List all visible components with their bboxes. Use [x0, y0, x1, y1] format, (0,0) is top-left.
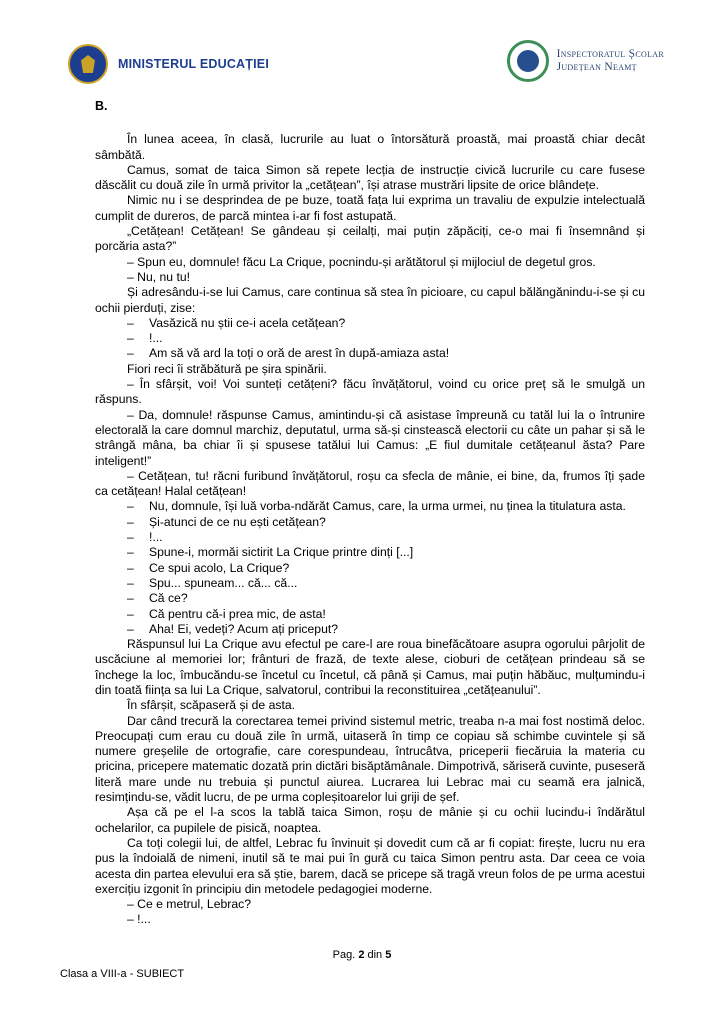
dash-marker: –: [127, 346, 134, 361]
dash-marker: –: [127, 331, 134, 346]
dash-marker: –: [127, 315, 134, 330]
paragraph: – Ce e metrul, Lebrac?: [127, 897, 251, 912]
dash-marker: –: [127, 560, 134, 575]
dialogue-line: [95, 622, 645, 637]
dialogue-text: Nu, domnule, își luă vorba-ndărăt Camus, care, la urma urmei, nu ținea la titulatura asta.: [149, 499, 626, 514]
dialogue-text: Spune-i, mormăi sictirit La Crique printre dinți [...]: [149, 545, 414, 560]
page-header: [60, 40, 664, 90]
inspectorate-logo: [507, 40, 664, 82]
dialogue-line: [95, 316, 645, 331]
document-body: [95, 99, 645, 928]
dash-marker: –: [127, 606, 134, 621]
class-label: Clasa a VIII-a - SUBIECT: [60, 968, 185, 980]
section-label: B.: [95, 99, 108, 113]
paragraph: „Cetățean! Cetățean! Se gândeau și ceilalți, mai puțin zăpăciți, ce-o mai fi însemnând și porcăria asta?”: [95, 224, 645, 254]
paragraph: Nimic nu i se desprindea de pe buze, toată fața lui exprima un travaliu de expulzie intelectuală cumplit de dureros, de parcă mintea i-ar fi fost astupată.: [95, 193, 645, 223]
ministry-logo: [68, 44, 269, 84]
dash-marker: –: [127, 591, 134, 606]
dialogue-text: !...: [149, 530, 163, 545]
dash-marker: –: [127, 514, 134, 529]
dialogue-line: [95, 576, 645, 591]
dash-marker: –: [127, 545, 134, 560]
text-paragraphs: [95, 132, 645, 927]
paragraph: – !...: [127, 912, 151, 927]
paragraph: – Nu, nu tu!: [127, 269, 191, 284]
paragraph: Fiori reci îi străbătură pe șira spinării.: [127, 361, 327, 376]
dialogue-line: [95, 331, 645, 346]
inspectorate-line-1: Inspectoratul Școlar: [556, 48, 664, 60]
dialogue-line: [95, 530, 645, 545]
paragraph: – Da, domnule! răspunse Camus, amintindu-și că asistase împreună cu tatăl lui la o întrunire electorală la care domnul marchiz, deputatul, urma să-și cinstească electorii cu câte un pahar și să le strângă mâna, ba chiar îi și spusese tatălui lui Camus: „E fiul dumitale cetățeanul ăsta? Pare inteligent!”: [95, 407, 645, 468]
paragraph: Așa că pe el l-a scos la tablă taica Simon, roșu de mânie și cu ochii lucindu-i îndărătul ochelarilor, ca pupilele de pisică, noaptea.: [95, 805, 645, 835]
dialogue-text: Și-atunci de ce nu ești cetățean?: [149, 514, 326, 529]
dialogue-line: [95, 499, 645, 514]
dialogue-text: Că pentru că-i prea mic, de asta!: [149, 606, 326, 621]
dash-marker: –: [127, 575, 134, 590]
coat-of-arms-icon: [68, 44, 108, 84]
dialogue-text: Vasăzică nu știi ce-i acela cetățean?: [149, 315, 346, 330]
dialogue-text: Am să vă ard la toți o oră de arest în după-amiaza asta!: [149, 346, 450, 361]
page-separator: din: [367, 949, 383, 961]
page-number: [0, 949, 724, 961]
dialogue-text: Ce spui acolo, La Crique?: [149, 560, 290, 575]
ministry-name: MINISTERUL EDUCAȚIEI: [118, 57, 269, 71]
paragraph: – Spun eu, domnule! făcu La Crique, pocnindu-și arătătorul și mijlociul de degetul gros.: [127, 254, 596, 269]
dash-marker: –: [127, 499, 134, 514]
page-current: 2: [358, 949, 365, 961]
page-prefix: Pag.: [332, 949, 356, 961]
paragraph: Dar când trecură la corectarea temei privind sistemul metric, treaba n-a mai fost nostimă deloc. Preocupați cum erau cu două zile în urmă, uitaseră în timp ce copiau să schimbe cuvintele și să numere greșelile de ortografie, care corespundeau, întrucâtva, priceperii fiecăruia la materia cu pricina, pricepere matematic dozată prin dictări bisăptămânale. Dimpotrivă, săriseră cuvinte, puseseră literă mare unde nu trebuia și punctul aiurea. Lucrarea lui Lebrac mai cu seamă era jalnică, resimțindu-se, vădit lucru, de pe urma copleșitoarelor lui griji de șef.: [95, 713, 645, 805]
inspectorate-name: [557, 48, 664, 74]
paragraph: Și adresându-i-se lui Camus, care continua să stea în picioare, cu capul bălăngănindu-i-se și cu ochii pierduți, zise:: [95, 285, 645, 315]
dialogue-line: [95, 515, 645, 530]
paragraph: Camus, somat de taica Simon să repete lecția de instrucție civică lucrurile cu care fusese dăscălit cu două zile în urmă privitor la „cetățean”, își atrase mustrări lipsite de orice blândețe.: [95, 162, 645, 193]
dialogue-text: !...: [149, 331, 163, 346]
dialogue-text: Aha! Ei, vedeți? Acum ați priceput?: [149, 621, 339, 636]
dialogue-line: [95, 607, 645, 622]
inspectorate-emblem-icon: [507, 40, 549, 82]
paragraph: În sfârșit, scăpaseră și de asta.: [127, 698, 295, 713]
paragraph: – Cetățean, tu! răcni furibund învățătorul, roșu ca sfecla de mânie, ei bine, da, frumos îți șade ca cetățean! Halal cetățean!: [95, 468, 645, 499]
dialogue-line: [95, 591, 645, 606]
dialogue-line: [95, 545, 645, 560]
dialogue-line: [95, 561, 645, 576]
dash-marker: –: [127, 621, 134, 636]
dialogue-line: [95, 346, 645, 361]
paragraph: În lunea aceea, în clasă, lucrurile au luat o întorsătură proastă, mai proastă chiar decât sâmbătă.: [95, 132, 645, 162]
dialogue-text: Spu... spuneam... că... că...: [149, 575, 298, 590]
paragraph: Ca toți colegii lui, de altfel, Lebrac fu învinuit și dovedit cum că ar fi copiat: firește, lucru nu era pus la îndoială de nimeni, inutil să te mai pui în gură cu taica Simon pentru asta. Dar ceea ce voia acesta din partea elevului era să știe, barem, dacă se pricepe să tragă vreun folos de pe urma acestui exercițiu izgonit în principiu din metodele pedagogiei moderne.: [95, 835, 645, 896]
dialogue-text: Că ce?: [149, 591, 188, 606]
inspectorate-line-2: Județean Neamț: [556, 61, 637, 73]
page-total: 5: [385, 949, 392, 961]
dash-marker: –: [127, 530, 134, 545]
paragraph: Răspunsul lui La Crique avu efectul pe care-l are roua binefăcătoare asupra ogorului pârjolit de uscăciune al memoriei lor; frânturi de frază, de texte alese, cioburi de cetățean prindeau să se închege la loc, îmbucăndu-se încetul cu încetul, că până și Camus, mai puțin hăbăuc, mulțumindu-i din toată ființa sa lui La Crique, salvatorul, contribui la reconstituirea „cetățeanului”.: [95, 637, 645, 697]
paragraph: – În sfârșit, voi! Voi sunteți cetățeni? făcu învățătorul, voind cu orice preț să le smulgă un răspuns.: [95, 377, 645, 407]
